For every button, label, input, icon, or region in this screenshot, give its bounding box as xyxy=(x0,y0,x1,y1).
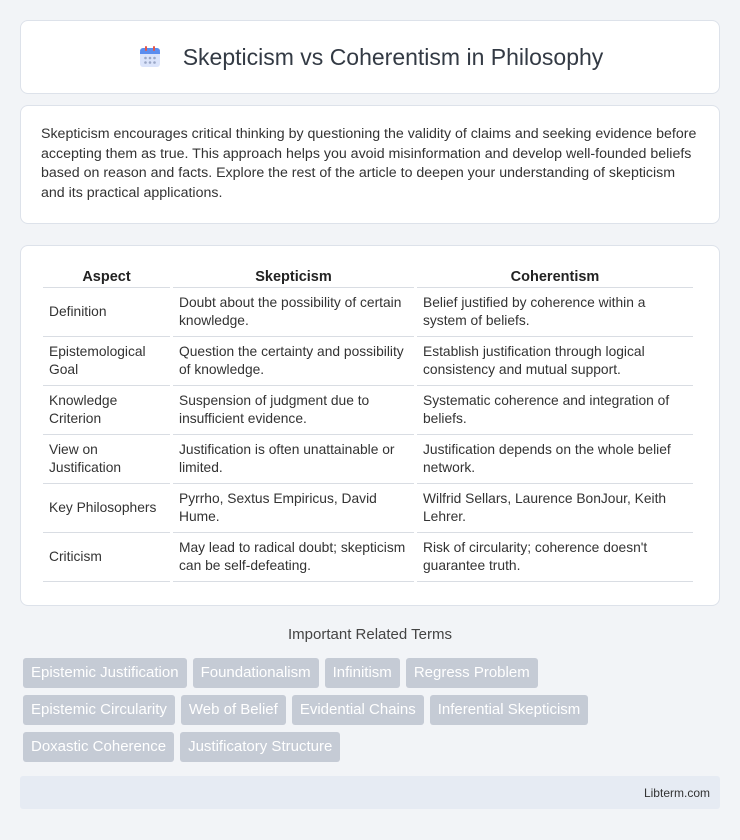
table-cell-coherentism: Risk of circularity; coherence doesn't guarantee truth. xyxy=(417,533,693,582)
table-row xyxy=(43,386,693,435)
related-terms-title: Important Related Terms xyxy=(288,626,452,643)
table-cell-aspect: Knowledge Criterion xyxy=(43,386,170,435)
tag-row xyxy=(23,695,723,725)
footer-bar xyxy=(20,776,720,809)
comparison-card xyxy=(20,245,720,606)
table-row xyxy=(43,484,693,533)
table-cell-skepticism: May lead to radical doubt; skepticism can be self-defeating. xyxy=(173,533,414,582)
table-row xyxy=(43,533,693,582)
table-cell-coherentism: Wilfrid Sellars, Laurence BonJour, Keith Lehrer. xyxy=(417,484,693,533)
page-title: Skepticism vs Coherentism in Philosophy xyxy=(182,43,604,70)
table-cell-aspect: Epistemological Goal xyxy=(43,337,170,386)
table-cell-aspect: View on Justification xyxy=(43,435,170,484)
table-cell-coherentism: Systematic coherence and integration of beliefs. xyxy=(417,386,693,435)
column-header-coherentism: Coherentism xyxy=(417,266,693,288)
table-cell-skepticism: Pyrrho, Sextus Empiricus, David Hume. xyxy=(173,484,414,533)
table-cell-skepticism: Doubt about the possibility of certain knowledge. xyxy=(173,288,414,337)
table-cell-skepticism: Suspension of judgment due to insufficient evidence. xyxy=(173,386,414,435)
intro-text: Skepticism encourages critical thinking by questioning the validity of claims and seeking evidence before accepting them as true. This approach helps you avoid misinformation and develop well-founded beliefs based on reason and facts. Explore the rest of the article to deepen your understanding of skepticism and its practical applications. xyxy=(41,126,697,201)
tag-row xyxy=(23,658,723,688)
tag-row xyxy=(23,732,723,762)
table-cell-skepticism: Question the certainty and possibility of knowledge. xyxy=(173,337,414,386)
table-cell-aspect: Definition xyxy=(43,288,170,337)
related-term-tag[interactable]: Regress Problem xyxy=(406,658,538,688)
header-card xyxy=(20,20,720,94)
table-row xyxy=(43,337,693,386)
table-row xyxy=(43,288,693,337)
table-row xyxy=(43,435,693,484)
related-term-tag[interactable]: Evidential Chains xyxy=(292,695,424,725)
table-cell-aspect: Key Philosophers xyxy=(43,484,170,533)
related-term-tag[interactable]: Doxastic Coherence xyxy=(23,732,174,762)
related-term-tag[interactable]: Justificatory Structure xyxy=(180,732,340,762)
table-cell-coherentism: Belief justified by coherence within a system of beliefs. xyxy=(417,288,693,337)
column-header-aspect: Aspect xyxy=(43,266,170,288)
table-cell-coherentism: Justification depends on the whole belief network. xyxy=(417,435,693,484)
related-terms-list xyxy=(23,658,723,769)
table-cell-aspect: Criticism xyxy=(43,533,170,582)
related-term-tag[interactable]: Inferential Skepticism xyxy=(430,695,589,725)
table-cell-skepticism: Justification is often unattainable or limited. xyxy=(173,435,414,484)
footer-site-link[interactable]: Libterm.com xyxy=(643,785,710,800)
comparison-table xyxy=(40,266,696,582)
related-term-tag[interactable]: Epistemic Justification xyxy=(23,658,187,688)
related-term-tag[interactable]: Web of Belief xyxy=(181,695,286,725)
table-header-row xyxy=(43,266,693,288)
column-header-skepticism: Skepticism xyxy=(173,266,414,288)
calendar-icon xyxy=(137,44,163,70)
table-cell-coherentism: Establish justification through logical consistency and mutual support. xyxy=(417,337,693,386)
intro-card xyxy=(20,105,720,224)
related-term-tag[interactable]: Foundationalism xyxy=(193,658,319,688)
related-term-tag[interactable]: Epistemic Circularity xyxy=(23,695,175,725)
related-term-tag[interactable]: Infinitism xyxy=(325,658,400,688)
